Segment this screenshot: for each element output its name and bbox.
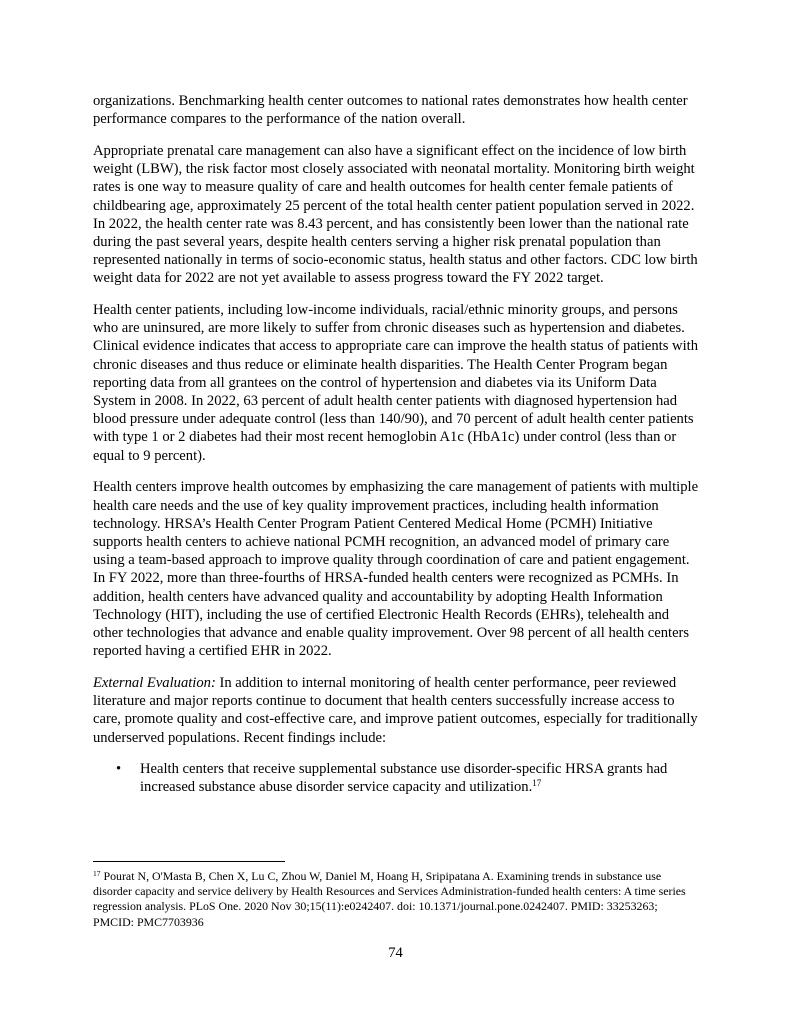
page-body bbox=[93, 92, 701, 797]
external-evaluation-heading: External Evaluation: bbox=[93, 674, 216, 691]
footnote-divider bbox=[93, 861, 285, 862]
footnote-number: 17 bbox=[93, 869, 101, 878]
paragraph-chronic-disease: Health center patients, including low-income individuals, racial/ethnic minority groups, and persons who are uninsured, are more likely to suffer from chronic diseases such as hypertension and diabetes. Clinical evidence indicates that access to appropriate care can improve the health status of patients with chronic diseases and thus reduce or eliminate health disparities. The Health Center Program began reporting data from all grantees on the control of hypertension and diabetes via its Uniform Data System in 2008. In 2022, 63 percent of adult health center patients with diagnosed hypertension had blood pressure under adequate control (less than 140/90), and 70 percent of adult health center patients with type 1 or 2 diabetes had their most recent hemoglobin A1c (HbA1c) under control (less than or equal to 9 percent). bbox=[93, 302, 699, 464]
list-item bbox=[93, 760, 701, 796]
findings-list bbox=[93, 760, 701, 796]
paragraph-external-evaluation bbox=[93, 674, 701, 747]
bullet-icon: • bbox=[116, 761, 122, 778]
paragraph-benchmarking: organizations. Benchmarking health center outcomes to national rates demonstrates how health center performance compares to the performance of the nation overall. bbox=[93, 93, 688, 128]
footnote-text: Pourat N, O'Masta B, Chen X, Lu C, Zhou W, Daniel M, Hoang H, Sripipatana A. Examining trends in substance use disorder capacity and service delivery by Health Resources and Services Administration-funded health centers: A time series regression analysis. PLoS One. 2020 Nov 30;15(11):e0242407. doi: 10.1371/journal.pone.0242407. PMID: 33253263; PMCID: PMC7703936 bbox=[93, 869, 686, 929]
finding-text: Health centers that receive supplemental substance use disorder-specific HRSA grants had increased substance abuse disorder service capacity and utilization. bbox=[140, 761, 668, 796]
external-evaluation-text: In addition to internal monitoring of health center performance, peer reviewed literature and major reports continue to document that health centers successfully increase access to care, promote quality and cost-effective care, and improve patient outcomes, especially for traditionally underserved populations. Recent findings include: bbox=[93, 674, 698, 746]
page-number: 74 bbox=[388, 945, 403, 961]
paragraph-pcmh-hit: Health centers improve health outcomes by emphasizing the care management of patients with multiple health care needs and the use of key quality improvement practices, including health information technology. HRSA’s Health Center Program Patient Centered Medical Home (PCMH) Initiative supports health centers to achieve national PCMH recognition, an advanced model of primary care using a team-based approach to improve quality through coordination of care and patient engagement. In FY 2022, more than three-fourths of HRSA-funded health centers were recognized as PCMHs. In addition, health centers have advanced quality and accountability by adopting Health Information Technology (HIT), including the use of certified Electronic Health Records (EHRs), telehealth and other technologies that advance and enable quality improvement. Over 98 percent of all health centers reported having a certified EHR in 2022. bbox=[93, 479, 699, 660]
footnote bbox=[93, 869, 701, 930]
paragraph-low-birth-weight: Appropriate prenatal care management can also have a significant effect on the incidence of low birth weight (LBW), the risk factor most closely associated with neonatal mortality. Monitoring birth weight rates is one way to measure quality of care and health outcomes for health center female patients of childbearing age, approximately 25 percent of the total health center patient population served in 2022. In 2022, the health center rate was 8.43 percent, and has consistently been lower than the national rate during the past several years, despite health centers serving a higher risk prenatal population than represented nationally in terms of socio-economic status, health status and other factors. CDC low birth weight data for 2022 are not yet available to assess progress toward the FY 2022 target. bbox=[93, 142, 698, 287]
footnote-reference[interactable]: 17 bbox=[532, 778, 542, 789]
